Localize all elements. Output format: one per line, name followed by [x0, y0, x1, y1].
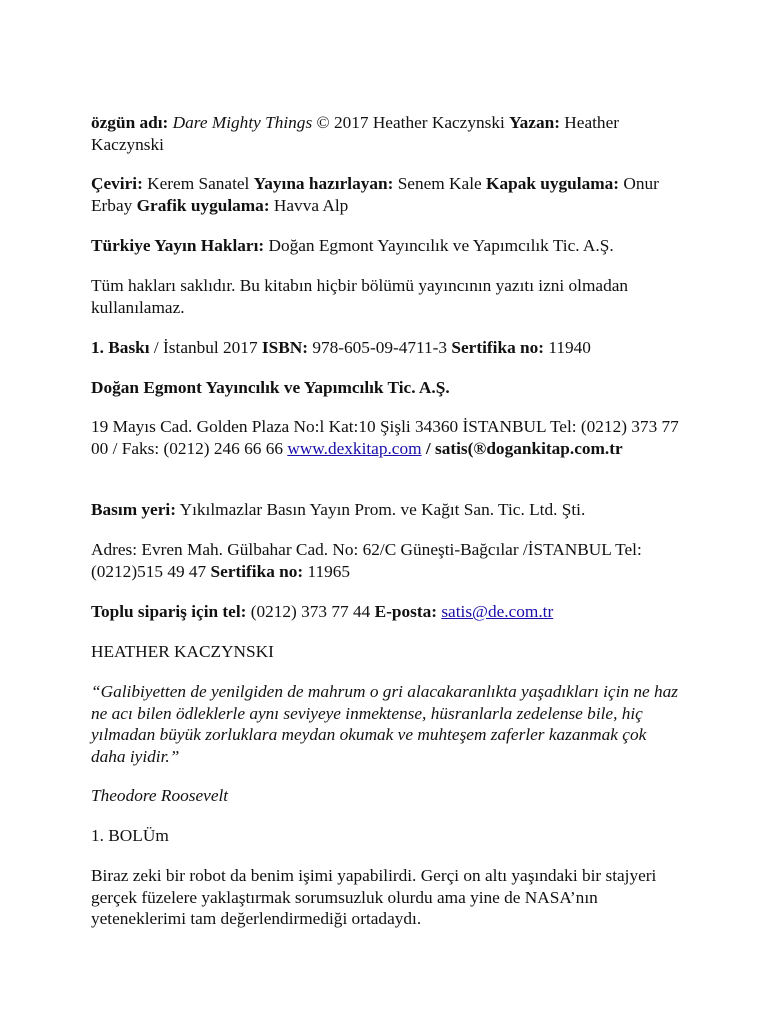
bulk-order-paragraph — [91, 601, 679, 623]
original-title: Dare Mighty Things — [172, 113, 313, 132]
edition-place-year: / İstanbul 2017 — [149, 338, 262, 357]
epigraph-text: “Galibiyetten de yenilgiden de mahrum o gri alacakaranlıkta yaşadıkları için ne haz ne acı bilen ödleklerle aynı seviyeye inmektense, hüsranlarla zedelense bile, hiç yılmadan büyük zorluklara meydan okumak ve muhteşem zaferler kazanmak çok daha iyidir.” — [91, 682, 678, 766]
printing-place-value: Yıkılmazlar Basın Yayın Prom. ve Kağıt San. Tic. Ltd. Şti. — [175, 500, 586, 519]
translation-label: Çeviri: — [91, 174, 143, 193]
certificate-value: 11940 — [544, 338, 591, 357]
publisher-address-paragraph — [91, 416, 679, 459]
publisher-address: 19 Mayıs Cad. Golden Plaza No:l Kat:10 Şişli 34360 İSTANBUL Tel: (0212) 373 77 00 / Faks: (0212) 246 66 66 — [91, 417, 679, 458]
chapter-heading-text: 1. BOLÜm — [91, 826, 169, 845]
sales-email-link[interactable]: satis@de.com.tr — [441, 602, 554, 621]
publisher-name: Doğan Egmont Yayıncılık ve Yapımcılık Tic. A.Ş. — [91, 378, 450, 397]
copyright-text: © 2017 Heather Kaczynski — [312, 113, 510, 132]
edition-label: 1. Baskı — [91, 338, 150, 357]
cover-label: Kapak uygulama: — [486, 174, 620, 193]
rights-label: Türkiye Yayın Hakları: — [91, 236, 265, 255]
rights-paragraph — [91, 235, 679, 257]
body-text: Biraz zeki bir robot da benim işimi yapabilirdi. Gerçi on altı yaşındaki bir stajyeri gerçek füzelere yaklaştırmak sorumsuzluk olurdu ama yine de NASA’nın yeteneklerimi tam değerlendirmediği ortadaydı. — [91, 866, 657, 928]
bulk-order-phone: (0212) 373 77 44 — [246, 602, 375, 621]
graphic-label: Grafik uygulama: — [136, 195, 270, 215]
editor-label: Yayına hazırlayan: — [253, 174, 394, 193]
credits-paragraph — [91, 173, 679, 216]
editor-name: Senem Kale — [393, 174, 486, 193]
chapter-heading — [91, 825, 679, 847]
printer-address: Adres: Evren Mah. Gülbahar Cad. No: 62/C Güneşti-Bağcılar /İSTANBUL Tel: (0212)515 49 47 — [91, 540, 642, 581]
printer-address-paragraph — [91, 539, 679, 582]
printer-certificate-value: 11965 — [303, 561, 351, 581]
bulk-order-label: Toplu sipariş için tel: — [91, 602, 247, 621]
publisher-name-paragraph — [91, 377, 679, 399]
author-label: Yazan: — [509, 113, 560, 132]
publisher-email: / satis(®dogankitap.com.tr — [421, 438, 623, 458]
translator-name: Kerem Sanatel — [142, 174, 254, 193]
author-name: Heather Kaczynski — [91, 113, 619, 154]
original-title-label: özgün adı: — [91, 113, 169, 132]
edition-paragraph — [91, 337, 679, 359]
publisher-website-link[interactable]: www.dexkitap.com — [287, 438, 422, 458]
rights-holder: Doğan Egmont Yayıncılık ve Yapımcılık Tic. A.Ş. — [264, 236, 614, 255]
email-label: E-posta: — [374, 602, 437, 621]
cover-designer: Onur Erbay — [91, 174, 659, 215]
epigraph-quote — [91, 681, 679, 767]
original-title-paragraph — [91, 112, 679, 155]
all-rights-text: Tüm hakları saklıdır. Bu kitabın hiçbir bölümü yayıncının yazıtı izni olmadan kullanılamaz. — [91, 276, 629, 317]
printing-place-paragraph — [91, 499, 679, 521]
body-paragraph — [91, 865, 679, 930]
all-rights-reserved-paragraph — [91, 275, 679, 318]
epigraph-attribution — [91, 785, 679, 807]
isbn-value: 978-605-09-4711-3 — [308, 338, 452, 357]
author-heading — [91, 641, 679, 663]
isbn-label: ISBN: — [261, 338, 309, 357]
certificate-label: Sertifika no: — [451, 338, 545, 357]
epigraph-author: Theodore Roosevelt — [91, 786, 229, 805]
author-heading-text: HEATHER KACZYNSKI — [91, 642, 274, 661]
printer-certificate-label: Sertifika no: — [210, 561, 304, 581]
graphic-designer: Havva Alp — [269, 195, 349, 215]
printing-place-label: Basım yeri: — [91, 500, 176, 519]
